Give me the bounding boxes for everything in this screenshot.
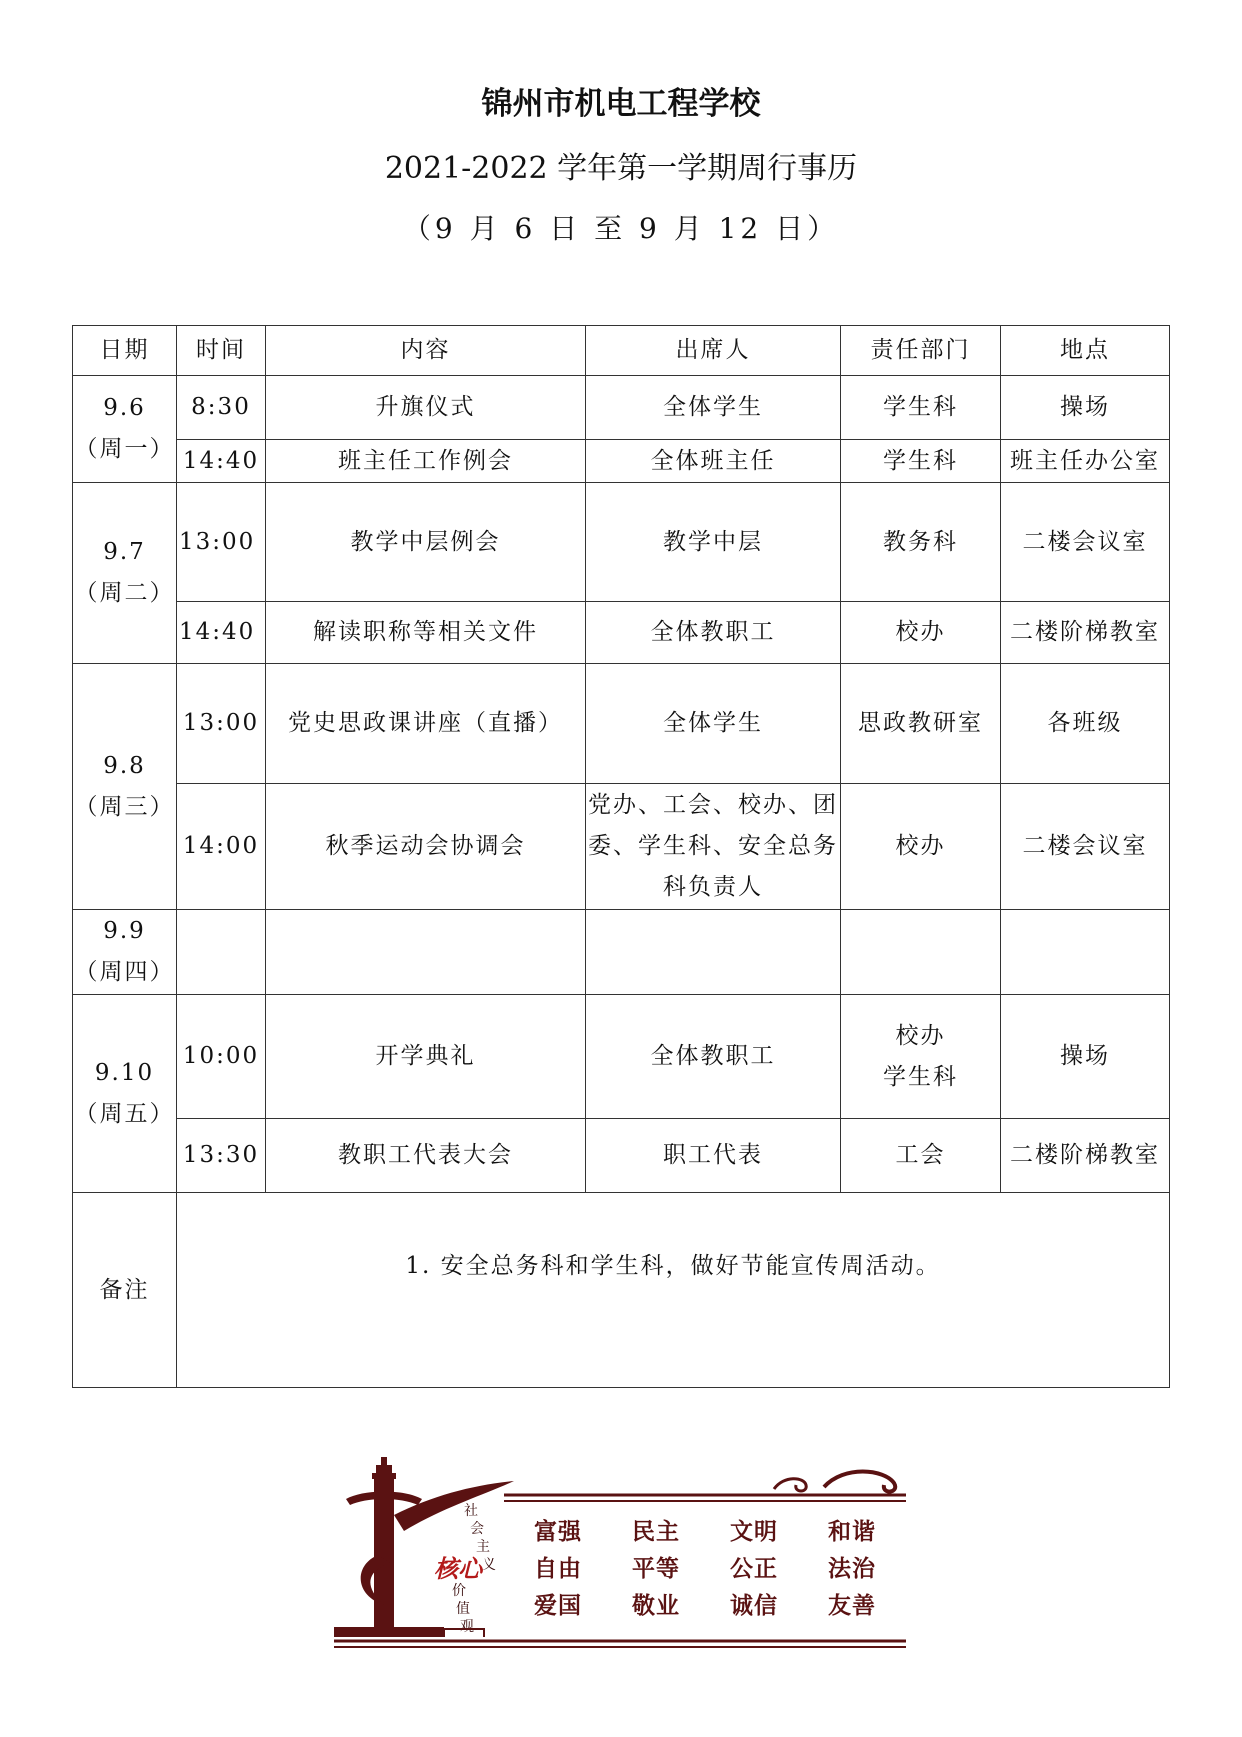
value-word: 敬业: [632, 1593, 680, 1619]
content-cell: 班主任工作例会: [266, 440, 586, 483]
time-cell: [177, 910, 266, 995]
school-name: 锦州市机电工程学校: [481, 86, 761, 122]
value-word: 和谐: [828, 1519, 876, 1545]
attendees-cell: 党办、工会、校办、团委、学生科、安全总务科负责人: [586, 784, 841, 910]
calendar-title: 2021-2022 学年第一学期周行事历: [384, 151, 858, 186]
place-cell: 各班级: [1001, 664, 1170, 784]
header-attendees: 出席人: [586, 326, 841, 376]
value-word: 诚信: [730, 1593, 778, 1619]
dept-line: 学生科: [883, 1063, 958, 1090]
attendees-cell: 全体班主任: [586, 440, 841, 483]
header-time: 时间: [177, 326, 266, 376]
time-cell: 8:30: [177, 376, 266, 440]
attendees-cell: 教学中层: [586, 483, 841, 602]
attendees-cell: [586, 910, 841, 995]
value-word: 富强: [534, 1519, 582, 1545]
time-cell: 14:40: [177, 602, 266, 664]
attendees-cell: 全体学生: [586, 664, 841, 784]
weekday: （周三）: [74, 793, 175, 820]
content-cell: 解读职称等相关文件: [266, 602, 586, 664]
table-row: [73, 664, 1170, 784]
table-row: [73, 602, 1170, 664]
time-cell: 14:00: [177, 784, 266, 910]
table-row: [73, 1119, 1170, 1193]
table-row: [73, 995, 1170, 1119]
header-dept: 责任部门: [841, 326, 1001, 376]
table-row: [73, 910, 1170, 995]
content-cell: 升旗仪式: [266, 376, 586, 440]
place-cell: 二楼会议室: [1001, 784, 1170, 910]
time-cell: 13:00: [177, 483, 266, 602]
dept-cell: 学生科: [841, 376, 1001, 440]
place-cell: [1001, 910, 1170, 995]
weekly-calendar-table: [72, 325, 1170, 1388]
vertical-char: 主: [476, 1539, 490, 1555]
time-cell: 14:40: [177, 440, 266, 483]
dept-cell: [841, 995, 1001, 1119]
place-cell: 班主任办公室: [1001, 440, 1170, 483]
dept-cell: 校办: [841, 602, 1001, 664]
attendees-cell: 职工代表: [586, 1119, 841, 1193]
date-range: （9 月 6 日 至 9 月 12 日）: [402, 212, 840, 245]
vertical-char: 社: [464, 1503, 478, 1519]
vertical-char: 价: [452, 1583, 466, 1599]
dept-cell: 校办: [841, 784, 1001, 910]
value-word: 法治: [828, 1556, 876, 1582]
weekday: （周二）: [74, 580, 175, 606]
attendees-cell: 全体学生: [586, 376, 841, 440]
value-word: 平等: [632, 1556, 680, 1582]
remark-label: 备注: [73, 1193, 177, 1388]
vertical-char: 会: [470, 1521, 484, 1537]
time-cell: 13:00: [177, 664, 266, 784]
attendees-cell: 全体教职工: [586, 602, 841, 664]
dept-cell: 工会: [841, 1119, 1001, 1193]
date-value: 9.7: [103, 539, 146, 565]
date-value: 9.9: [103, 918, 146, 944]
content-cell: 教职工代表大会: [266, 1119, 586, 1193]
attendees-cell: 全体教职工: [586, 995, 841, 1119]
date-cell: [73, 376, 177, 483]
table-row: [73, 483, 1170, 602]
date-cell: [73, 483, 177, 664]
dept-line: 校办: [895, 1022, 946, 1049]
content-cell: 教学中层例会: [266, 483, 586, 602]
remark-line: 1. 安全总务科和学生科，做好节能宣传周活动。: [405, 1253, 941, 1279]
header-date: 日期: [73, 326, 177, 376]
vertical-char: 义: [482, 1557, 496, 1573]
content-cell: 秋季运动会协调会: [266, 784, 586, 910]
date-cell: [73, 995, 177, 1193]
time-cell: 13:30: [177, 1119, 266, 1193]
vertical-char: 值: [456, 1601, 470, 1617]
table-row: [73, 440, 1170, 483]
content-cell: [266, 910, 586, 995]
dept-cell: 学生科: [841, 440, 1001, 483]
core-values-emblem: [334, 1455, 906, 1655]
header-content: 内容: [266, 326, 586, 376]
time-cell: 10:00: [177, 995, 266, 1119]
header-place: 地点: [1001, 326, 1170, 376]
value-word: 友善: [828, 1593, 876, 1619]
values-grid: [534, 1518, 876, 1619]
date-value: 9.6: [103, 395, 146, 421]
date-value: 9.8: [103, 752, 146, 779]
weekday: （周四）: [74, 959, 175, 985]
vertical-title: [434, 1503, 496, 1635]
place-cell: 操场: [1001, 376, 1170, 440]
value-word: 自由: [534, 1556, 582, 1582]
table-header-row: [73, 326, 1170, 376]
value-word: 公正: [730, 1556, 778, 1582]
decorative-border: [504, 1472, 906, 1502]
weekday: （周一）: [74, 436, 175, 462]
value-word: 民主: [632, 1519, 680, 1545]
content-cell: 开学典礼: [266, 995, 586, 1119]
value-word: 爱国: [534, 1593, 582, 1619]
core-word: 核心: [434, 1554, 482, 1583]
dept-cell: 教务科: [841, 483, 1001, 602]
place-cell: 二楼会议室: [1001, 483, 1170, 602]
remark-text: [177, 1193, 1170, 1388]
place-cell: 二楼阶梯教室: [1001, 602, 1170, 664]
dept-cell: 思政教研室: [841, 664, 1001, 784]
remark-row: [73, 1193, 1170, 1388]
table-row: [73, 784, 1170, 910]
table-row: [73, 376, 1170, 440]
date-cell: [73, 910, 177, 995]
place-cell: 操场: [1001, 995, 1170, 1119]
vertical-char: 观: [460, 1619, 474, 1635]
weekday: （周五）: [74, 1100, 175, 1127]
date-cell: [73, 664, 177, 910]
date-value: 9.10: [94, 1059, 155, 1086]
dept-cell: [841, 910, 1001, 995]
value-word: 文明: [730, 1519, 778, 1545]
place-cell: 二楼阶梯教室: [1001, 1119, 1170, 1193]
content-cell: 党史思政课讲座（直播）: [266, 664, 586, 784]
